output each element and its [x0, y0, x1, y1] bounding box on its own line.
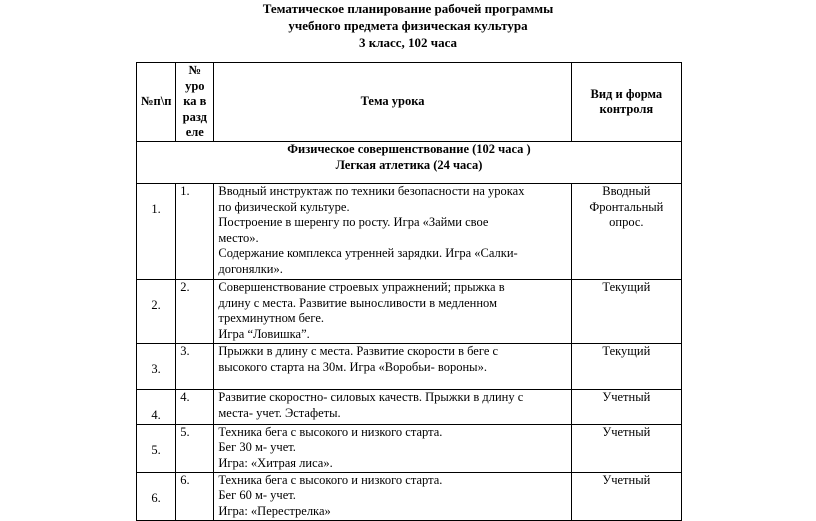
row-number: 6. — [137, 472, 176, 520]
table-row — [137, 390, 682, 425]
row-lesson-number: 3. — [176, 344, 214, 390]
table-row — [137, 344, 682, 390]
row-topic — [214, 390, 571, 425]
row-lesson-number: 5. — [176, 424, 214, 472]
topic-line: Совершенствование строевых упражнений; прыжка в — [218, 280, 505, 294]
row-topic — [214, 472, 571, 520]
control-line: опрос. — [609, 215, 644, 229]
table-row — [137, 280, 682, 344]
header-lesson — [176, 63, 214, 142]
topic-line: высокого старта на 30м. Игра «Воробьи- вороны». — [218, 359, 487, 374]
table-row — [137, 184, 682, 280]
row-control — [571, 424, 681, 472]
document-title — [0, 0, 816, 51]
row-number: 1. — [137, 184, 176, 280]
control-line: Вводный — [602, 184, 651, 198]
control-line: Фронтальный — [589, 199, 664, 214]
header-row — [137, 63, 682, 142]
row-lesson-number: 6. — [176, 472, 214, 520]
row-number: 4. — [137, 390, 176, 425]
header-lesson-line: разд — [182, 109, 207, 124]
topic-line: Прыжки в длину с места. Развитие скорости в беге с — [218, 344, 499, 358]
control-line: Текущий — [602, 280, 651, 294]
row-number: 2. — [137, 280, 176, 344]
topic-line: Техника бега с высокого и низкого старта. — [218, 424, 443, 439]
row-control — [571, 344, 681, 390]
title-line-2: учебного предмета физическая культура — [288, 18, 528, 33]
header-control-line: контроля — [599, 102, 654, 116]
topic-line: Развитие скоростно- силовых качеств. Прыжки в длину с — [218, 390, 524, 404]
header-num: №п\п — [137, 63, 176, 142]
header-lesson-line: № — [188, 63, 202, 78]
header-control-line: Вид и форма — [590, 86, 663, 101]
topic-line: место». — [218, 230, 259, 245]
topic-line: Игра: «Хитрая лиса». — [218, 455, 333, 470]
row-control — [571, 280, 681, 344]
topic-line: догонялки». — [218, 261, 283, 276]
control-line: Учетный — [602, 424, 651, 439]
section-row — [137, 142, 682, 184]
header-topic: Тема урока — [214, 63, 571, 142]
topic-line: Техника бега с высокого и низкого старта. — [218, 472, 443, 487]
control-line: Учетный — [602, 390, 651, 404]
title-line-1: Тематическое планирование рабочей программы — [262, 1, 554, 16]
topic-line: Вводный инструктаж по техники безопасности на уроках — [218, 184, 525, 198]
header-control — [571, 63, 681, 142]
section-heading — [137, 142, 682, 184]
topic-line: Бег 60 м- учет. — [218, 488, 296, 502]
table-row — [137, 472, 682, 520]
row-number: 5. — [137, 424, 176, 472]
row-number: 3. — [137, 344, 176, 390]
row-topic — [214, 280, 571, 344]
control-line: Учетный — [602, 472, 651, 487]
topic-line: места- учет. Эстафеты. — [218, 405, 341, 420]
section-line: Физическое совершенствование (102 часа ) — [287, 142, 531, 156]
row-lesson-number: 1. — [176, 184, 214, 280]
table-row — [137, 424, 682, 472]
row-lesson-number: 2. — [176, 280, 214, 344]
topic-line: Бег 30 м- учет. — [218, 440, 296, 454]
topic-line: трехминутном беге. — [218, 311, 324, 325]
row-control — [571, 390, 681, 425]
topic-line: Построение в шеренгу по росту. Игра «Займи свое — [218, 215, 489, 229]
header-lesson-line: уро — [185, 78, 205, 93]
row-control — [571, 184, 681, 280]
row-lesson-number: 4. — [176, 390, 214, 425]
title-line-3: 3 класс, 102 часа — [358, 35, 458, 50]
header-lesson-line: ка в — [183, 94, 207, 109]
row-topic — [214, 184, 571, 280]
topic-line: Игра: «Перестрелка» — [218, 503, 331, 518]
header-lesson-line: еле — [185, 125, 204, 140]
row-topic — [214, 344, 571, 390]
topic-line: Содержание комплекса утренней зарядки. Игра «Салки- — [218, 246, 518, 260]
control-line: Текущий — [602, 344, 651, 358]
section-line: Легкая атлетика (24 часа) — [335, 157, 483, 172]
topic-line: Игра “Ловишка”. — [218, 326, 310, 341]
row-control — [571, 472, 681, 520]
topic-line: по физической культуре. — [218, 199, 350, 214]
row-topic — [214, 424, 571, 472]
plan-table — [136, 62, 682, 521]
topic-line: длину с места. Развитие выносливости в медленном — [218, 295, 497, 310]
